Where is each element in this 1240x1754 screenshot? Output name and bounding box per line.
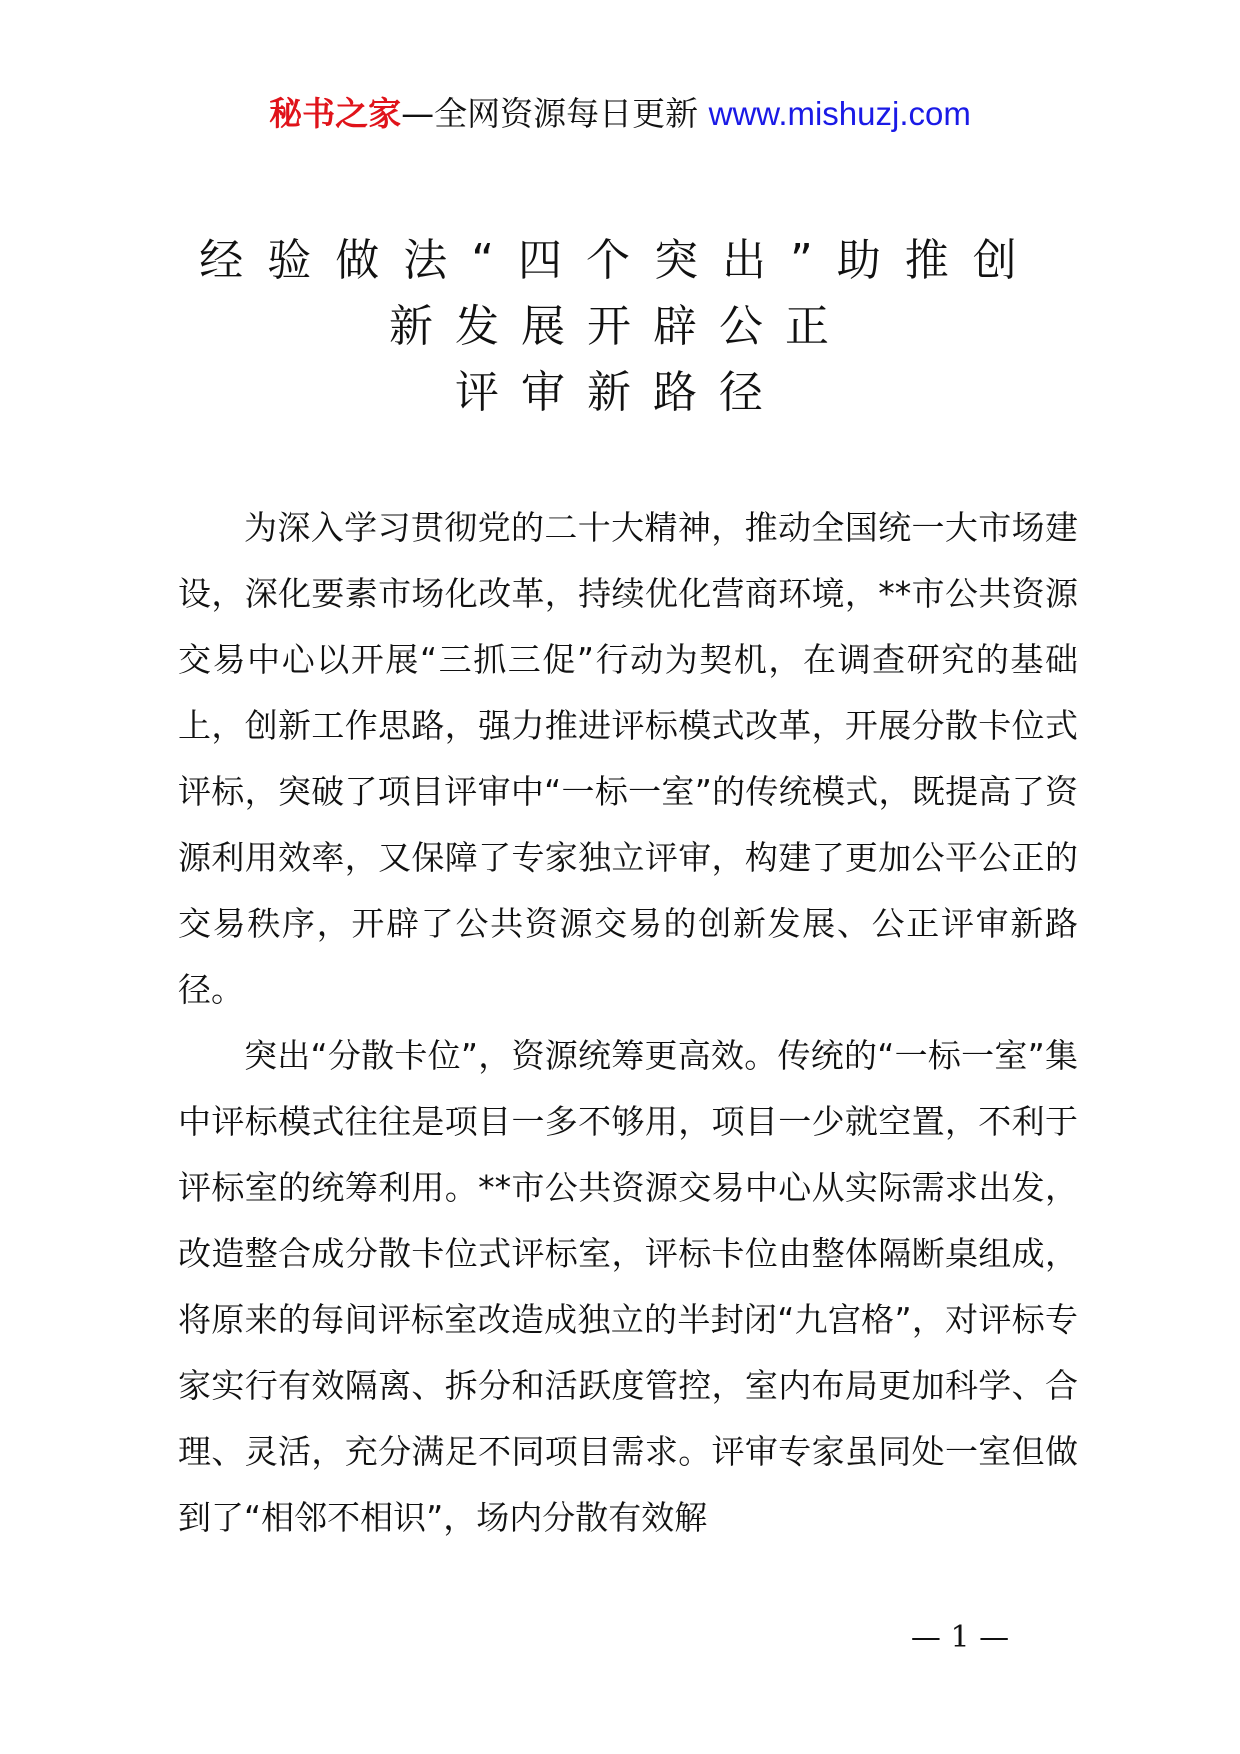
title-line-3: 评审新路径 (455, 367, 785, 418)
page-number: — 1 — (910, 1620, 1010, 1655)
title-line-1: 经验做法“四个突出”助推创 (199, 235, 1041, 286)
title-line-2: 新发展开辟公正 (389, 301, 851, 352)
paragraph-section-1: 突出“分散卡位”，资源统筹更高效。传统的“一标一室”集中评标模式往往是项目一多不够用，项目一少就空置，不利于评标室的统筹利用。**市公共资源交易中心从实际需求出发，改造整合成分散卡位式评标室，评标卡位由整体隔断桌组成，将原来的每间评标室改造成独立的半封闭“九宫格”，对评标专家实行有效隔离、拆分和活跃度管控，室内布局更加科学、合理、灵活，充分满足不同项目需求。评审专家虽同处一室但做到了“相邻不相识”，场内分散有效解 (178, 1036, 1078, 1537)
header-tagline: —全网资源每日更新 (401, 94, 699, 133)
site-url-link[interactable]: www.mishuzj.com (708, 95, 971, 132)
site-header (0, 92, 1240, 136)
brand-name: 秘书之家 (269, 94, 402, 133)
document-body (178, 495, 1078, 1551)
paragraph-intro: 为深入学习贯彻党的二十大精神，推动全国统一大市场建设，深化要素市场化改革，持续优化营商环境，**市公共资源交易中心以开展“三抓三促”行动为契机，在调查研究的基础上，创新工作思路，强力推进评标模式改革，开展分散卡位式评标，突破了项目评审中“一标一室”的传统模式，既提高了资源利用效率，又保障了专家独立评审，构建了更加公平公正的交易秩序，开辟了公共资源交易的创新发展、公正评审新路径。 (178, 508, 1078, 1009)
document-title (0, 228, 1240, 426)
